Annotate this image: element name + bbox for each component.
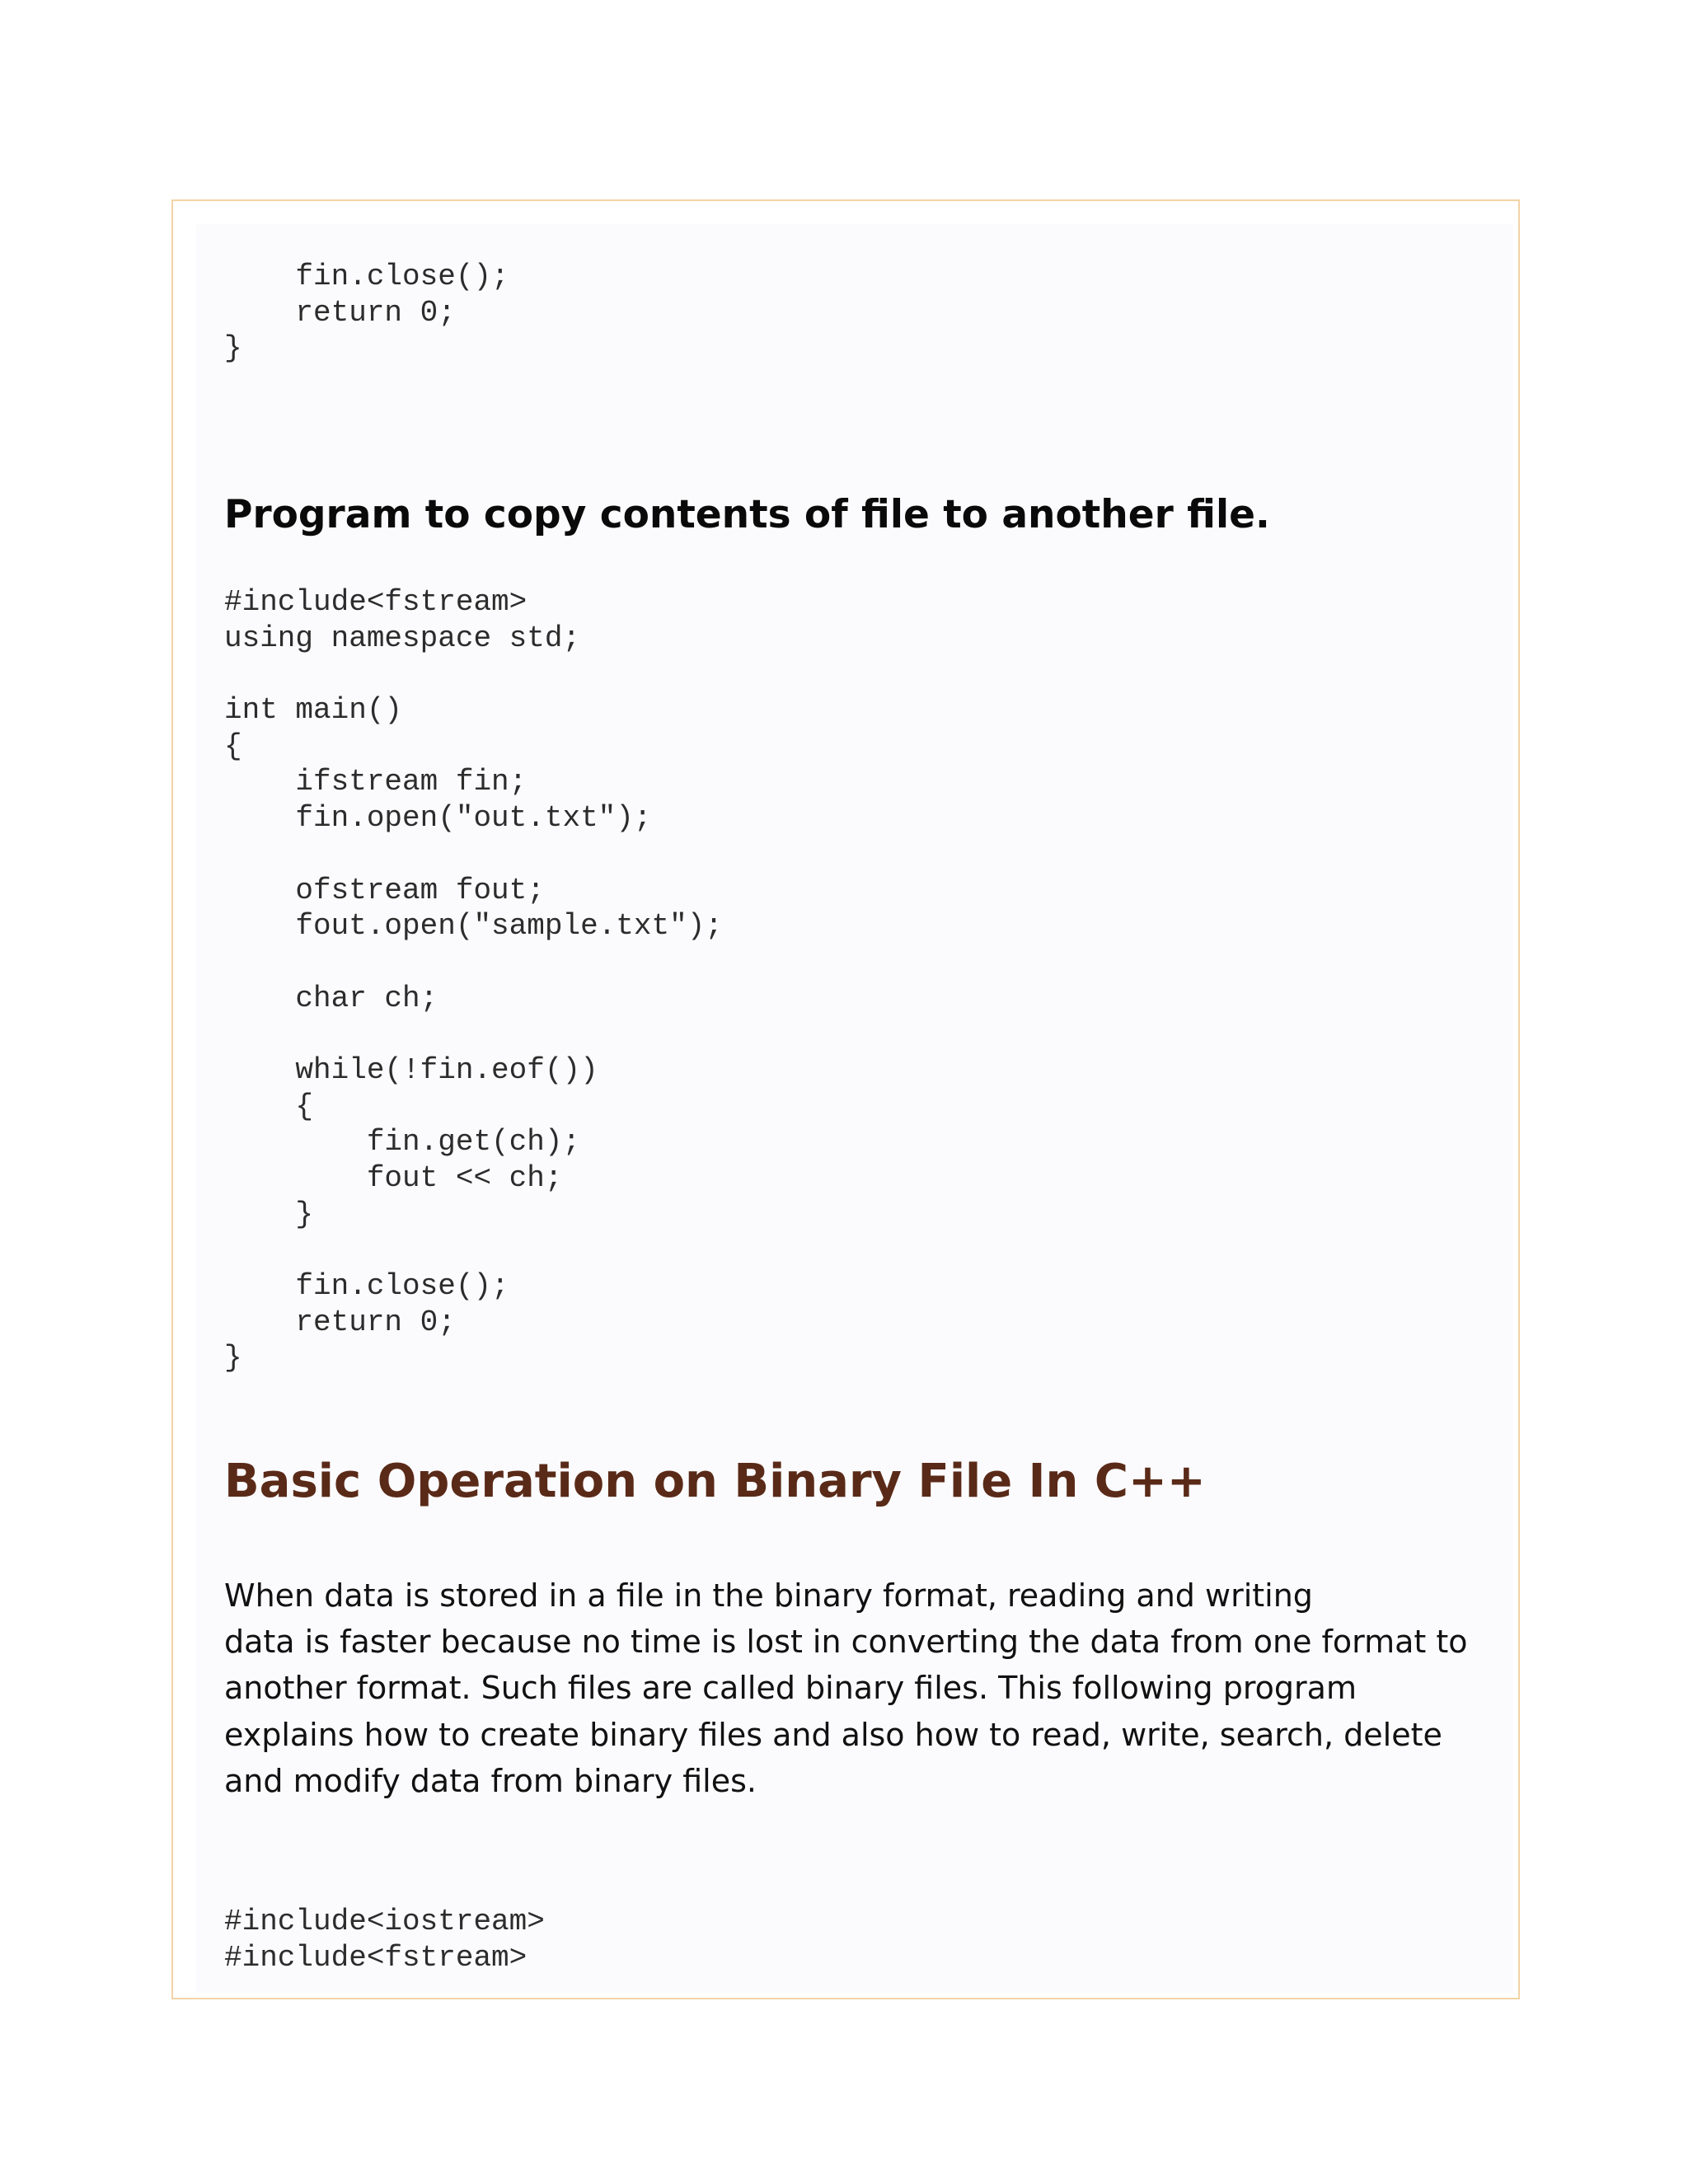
content-panel [196, 224, 1513, 1993]
code-line: { [224, 1089, 314, 1123]
code-line: } [224, 1197, 314, 1231]
code-line: fout << ch; [224, 1161, 563, 1195]
paragraph-line: another format. Such files are called binary files. This following program [224, 1670, 1357, 1707]
code-line [224, 656, 723, 692]
code-block-copy-program [224, 584, 723, 1376]
code-line: fin.close(); [224, 260, 509, 293]
code-line: fin.get(ch); [224, 1125, 581, 1160]
section-heading-binary-file: Basic Operation on Binary File In C++ [224, 1455, 1206, 1508]
binary-file-description [224, 1572, 1468, 1804]
code-line: char ch; [224, 981, 438, 1015]
code-line: int main() [224, 693, 403, 728]
section-heading-copy-program: Program to copy contents of file to another file. [224, 492, 1270, 537]
code-line: #include<fstream> [224, 585, 528, 619]
code-line [224, 837, 723, 873]
code-line: } [224, 1341, 242, 1376]
code-line [224, 1232, 723, 1268]
code-line: fout.open("sample.txt"); [224, 909, 723, 944]
code-line: } [224, 331, 242, 366]
code-line: { [224, 729, 242, 763]
code-line: while(!fin.eof()) [224, 1052, 598, 1087]
paragraph-line: data is faster because no time is lost in converting the data from one format to [224, 1624, 1468, 1661]
code-line: ifstream fin; [224, 765, 528, 799]
code-line: #include<fstream> [224, 1940, 528, 1975]
code-line: fin.close(); [224, 1269, 509, 1304]
code-line: fin.open("out.txt"); [224, 801, 652, 836]
code-line [224, 1016, 723, 1052]
code-line: ofstream fout; [224, 873, 545, 907]
paragraph-line: and modify data from binary files. [224, 1762, 757, 1799]
code-line [224, 944, 723, 981]
paragraph-line: When data is stored in a file in the binary format, reading and writing [224, 1577, 1313, 1614]
content-frame [171, 199, 1520, 1999]
paragraph-line: explains how to create binary files and also how to read, write, search, delete [224, 1716, 1442, 1753]
code-line: return 0; [224, 1305, 456, 1339]
code-block-top [224, 259, 509, 367]
code-line: #include<iostream> [224, 1905, 545, 1938]
code-block-binary-program [224, 1904, 545, 1975]
code-line: return 0; [224, 295, 456, 330]
code-line: using namespace std; [224, 621, 581, 655]
